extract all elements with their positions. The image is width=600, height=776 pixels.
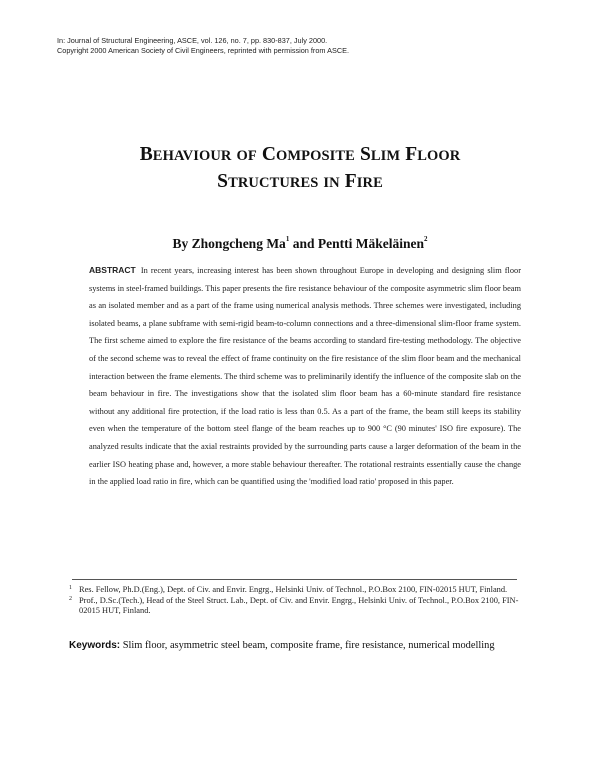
citation-line-copyright: Copyright 2000 American Society of Civil Engineers, reprinted with permission from ASCE. (57, 46, 350, 55)
citation-header (57, 36, 557, 56)
title-line-1: BEHAVIOUR OF COMPOSITE SLIM FLOOR (139, 144, 461, 165)
author-2-footnote-mark: 2 (423, 235, 428, 243)
author-line (60, 236, 540, 252)
author-conjunction: and (292, 236, 315, 251)
citation-line-journal: In: Journal of Structural Engineering, ASCE, vol. 126, no. 7, pp. 830-837, July 2000. (57, 36, 328, 45)
footnote-2-number: 2 (69, 595, 72, 602)
abstract (89, 262, 521, 491)
abstract-label: ABSTRACT (89, 265, 136, 275)
title-line-2: STRUCTURES IN FIRE (217, 171, 383, 192)
paper-title (60, 142, 540, 196)
abstract-text: In recent years, increasing interest has been shown throughout Europe in developing and designing slim floor systems in steel-framed buildings. This paper presents the fire resistance behaviour of the composite asymmetric slim floor beam as an isolated member and as a part of the frame using numerical analysis methods. Three schemes were investigated, including isolated beams, a plane subframe with semi-rigid beam-to-column connections and a three-dimensional slim-floor frame system. The first scheme aimed to explore the fire resistance of the beams according to standard fire-testing methodology. The objective of the second scheme was to reveal the effect of frame continuity on the fire resistance of the slim floor beam and the mechanical interaction between the frame elements. The third scheme was to preliminarily identify the influence of the composite slab on the beam behaviour in fire. The investigations show that the isolated slim floor beam has a 60-minute standard fire resistance without any additional fire protection, if the load ratio is less than 0.5. As a part of the frame, the beam still keeps its stability even when the temperature of the bottom steel flange of the beam reaches up to 900 °C (90 minutes' ISO fire exposure). The analyzed results indicate that the axial restraints provided by the surrounding parts cause a larger deformation of the beam in the earlier ISO heating phase and, however, a more stable behaviour thereafter. The rotational restraints essentially cause the change in the applied load ratio in fire, which can be quantified using the 'modified load ratio' proposed in this paper. (89, 266, 521, 487)
footnote-divider (72, 579, 517, 580)
footnotes (69, 585, 529, 617)
footnote-2-text: Prof., D.Sc.(Tech.), Head of the Steel Struct. Lab., Dept. of Civ. and Envir. Engrg., Helsinki Univ. of Technol., P.O.Box 2100, FIN-02015 HUT, Finland. (79, 595, 519, 616)
author-prefix: By (172, 236, 189, 251)
keywords-label: Keywords: (69, 640, 121, 651)
footnote-1-text: Res. Fellow, Ph.D.(Eng.), Dept. of Civ. and Envir. Engrg., Helsinki Univ. of Technol., P.O.Box 2100, FIN-02015 HUT, Finland. (79, 585, 508, 594)
keywords-text: Slim floor, asymmetric steel beam, composite frame, fire resistance, numerical modelling (122, 640, 495, 651)
author-1-footnote-mark: 1 (285, 235, 290, 243)
footnote-2 (69, 596, 529, 617)
author-2-name: Pentti Mäkeläinen (317, 236, 424, 251)
keywords (69, 640, 539, 651)
footnote-1 (69, 585, 529, 596)
footnote-1-number: 1 (69, 585, 72, 591)
author-1-name: Zhongcheng Ma (191, 236, 286, 251)
